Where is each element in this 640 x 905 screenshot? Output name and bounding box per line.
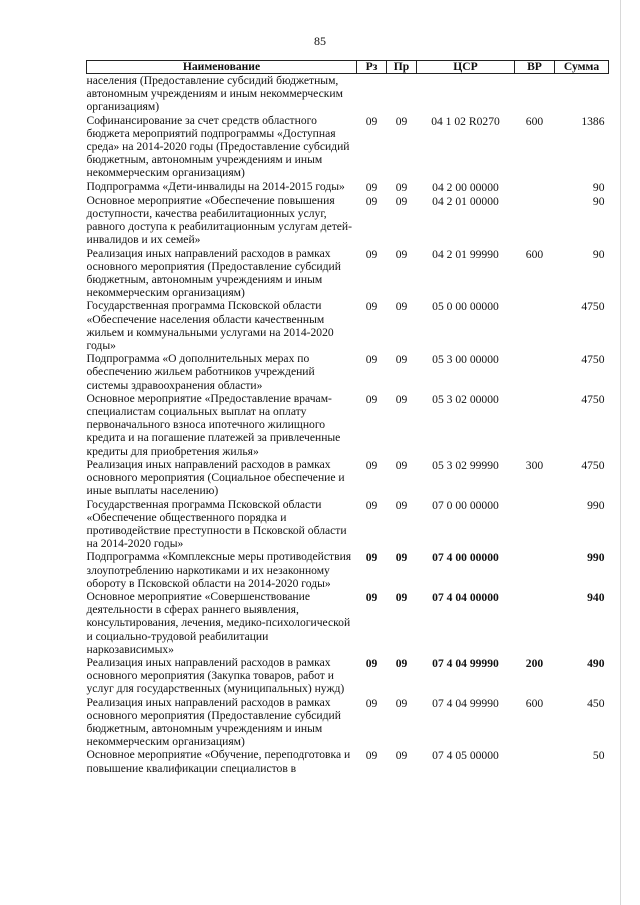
cell-pr: 09: [395, 392, 408, 406]
cell-rz: 09: [365, 458, 378, 472]
cell-vr: [515, 590, 555, 656]
cell-pr: 09: [395, 749, 408, 763]
cell-vr: [515, 299, 555, 352]
cell-name: населения (Предоставление субсидий бюджетным, автономным учреждениям и иным некоммерческим организациям): [86, 74, 343, 114]
table-row: [87, 696, 609, 749]
cell-rz: 09: [365, 551, 378, 565]
cell-pr: 09: [395, 498, 408, 512]
cell-sum: [555, 74, 609, 114]
cell-rz: 09: [365, 696, 378, 710]
cell-vr: [515, 180, 555, 194]
cell-sum: 50: [592, 749, 605, 763]
cell-name: Реализация иных направлений расходов в рамках основного мероприятия (Социальное обеспечение и иные выплаты населению): [86, 457, 345, 498]
scan-edge-line: [620, 0, 621, 905]
table-row: [87, 748, 609, 774]
table-row: [87, 299, 609, 352]
cell-name: Реализация иных направлений расходов в рамках основного мероприятия (Закупка товаров, работ и услуг для государственных (муниципальных) нужд): [86, 655, 345, 696]
cell-csr: 04 2 00 00000: [432, 180, 499, 194]
cell-name: Подпрограмма «Комплексные меры противодействия злоупотреблению наркотиками и их незаконному обороту в Псковской области на 2014-2020 годы»: [86, 550, 352, 590]
page-number: 85: [314, 34, 326, 48]
cell-vr: [515, 352, 555, 392]
table-row: [87, 194, 609, 247]
cell-vr: [515, 392, 555, 458]
cell-name: Основное мероприятие «Обучение, переподготовка и повышение квалификации специалистов в: [86, 748, 351, 775]
cell-sum: 4750: [581, 458, 605, 472]
cell-csr: 05 3 02 00000: [432, 392, 499, 406]
cell-csr: 05 3 00 00000: [432, 353, 499, 367]
header-rz: Рз: [357, 61, 387, 74]
table-header-row: [87, 61, 609, 74]
cell-rz: 09: [365, 247, 378, 261]
cell-vr: 300: [525, 458, 544, 472]
table-row: [87, 247, 609, 300]
budget-table: [86, 60, 609, 775]
cell-sum: 990: [587, 498, 605, 512]
cell-sum: 90: [592, 194, 605, 208]
cell-pr: 09: [395, 551, 408, 565]
cell-name: Реализация иных направлений расходов в рамках основного мероприятия (Предоставление субсидий бюджетным, автономным учреждениям и иным некоммерческим организациям): [86, 695, 341, 749]
table-row: [87, 590, 609, 656]
cell-name: Подпрограмма «Дети-инвалиды на 2014-2015 годы»: [86, 179, 345, 193]
cell-rz: 09: [365, 749, 378, 763]
table-body: [87, 74, 609, 775]
cell-pr: 09: [395, 247, 408, 261]
cell-sum: 990: [587, 551, 605, 565]
cell-pr: 09: [395, 194, 408, 208]
cell-vr: 600: [525, 696, 544, 710]
header-pr: Пр: [387, 61, 417, 74]
table-row: [87, 74, 609, 114]
table-row: [87, 458, 609, 498]
cell-sum: 450: [587, 696, 605, 710]
cell-csr: 04 2 01 99990: [432, 247, 499, 261]
cell-sum: 490: [587, 656, 605, 670]
cell-vr: [515, 748, 555, 774]
header-sum: Сумма: [555, 61, 609, 74]
header-csr: ЦСР: [417, 61, 515, 74]
cell-csr: 07 0 00 00000: [432, 498, 499, 512]
cell-sum: 90: [592, 247, 605, 261]
cell-sum: 1386: [581, 114, 605, 128]
table-row: [87, 392, 609, 458]
cell-name: Основное мероприятие «Совершенствование деятельности в сферах раннего выявления, консультирования, лечения, медико-психологической и социально-трудовой реабилитации наркозависимых»: [86, 589, 351, 656]
header-vr: ВР: [515, 61, 555, 74]
cell-csr: 07 4 04 99990: [432, 696, 499, 710]
cell-rz: 09: [365, 353, 378, 367]
table-row: [87, 498, 609, 551]
cell-rz: 09: [365, 194, 378, 208]
cell-rz: [357, 74, 387, 114]
cell-name: Государственная программа Псковской области «Обеспечение населения области качественным жильем и коммунальными услугами на 2014-2020 годы»: [86, 299, 334, 353]
cell-name: Основное мероприятие «Обеспечение повышения доступности, качества реабилитационных услуг, равного доступа к реабилитационным услугам детей-инвалидов и их семей»: [86, 193, 353, 247]
cell-csr: 07 4 04 99990: [432, 656, 499, 670]
cell-pr: 09: [395, 656, 408, 670]
cell-sum: 90: [592, 180, 605, 194]
cell-rz: 09: [365, 114, 378, 128]
cell-pr: 09: [395, 114, 408, 128]
cell-sum: 4750: [581, 353, 605, 367]
cell-pr: 09: [395, 458, 408, 472]
cell-pr: 09: [395, 300, 408, 314]
cell-csr: 04 1 02 R0270: [431, 114, 500, 128]
cell-sum: 4750: [581, 300, 605, 314]
cell-pr: 09: [395, 353, 408, 367]
cell-rz: 09: [365, 656, 378, 670]
cell-vr: 200: [525, 656, 544, 670]
cell-csr: 07 4 04 00000: [432, 590, 499, 604]
cell-sum: 940: [587, 590, 605, 604]
table-row: [87, 656, 609, 696]
table-row: [87, 180, 609, 194]
table-row: [87, 550, 609, 590]
cell-name: Реализация иных направлений расходов в рамках основного мероприятия (Предоставление субсидий бюджетным, автономным учреждениям и иным некоммерческим организациям): [86, 246, 341, 300]
table-row: [87, 114, 609, 180]
cell-csr: 05 3 02 99990: [432, 458, 499, 472]
cell-name: Государственная программа Псковской области «Обеспечение общественного порядка и противодействие преступности в Псковской области на 2014-2020 годы»: [86, 497, 347, 551]
cell-csr: [417, 74, 515, 114]
cell-rz: 09: [365, 300, 378, 314]
cell-rz: 09: [365, 180, 378, 194]
cell-rz: 09: [365, 590, 378, 604]
cell-name: Подпрограмма «О дополнительных мерах по обеспечению жильем работников учреждений системы здравоохранения области»: [86, 352, 315, 392]
cell-csr: 04 2 01 00000: [432, 194, 499, 208]
cell-pr: [387, 74, 417, 114]
cell-vr: [515, 74, 555, 114]
cell-pr: 09: [395, 590, 408, 604]
cell-vr: 600: [525, 114, 544, 128]
cell-vr: [515, 194, 555, 247]
cell-vr: [515, 498, 555, 551]
cell-rz: 09: [365, 392, 378, 406]
cell-name: Софинансирование за счет средств областного бюджета мероприятий подпрограммы «Доступная среда» на 2014-2020 годы (Предоставление субсидий бюджетным, автономным учреждениям и иным некоммерческим организациям): [86, 113, 350, 180]
cell-csr: 07 4 00 00000: [432, 551, 499, 565]
cell-pr: 09: [395, 180, 408, 194]
cell-vr: [515, 550, 555, 590]
cell-csr: 07 4 05 00000: [432, 749, 499, 763]
cell-pr: 09: [395, 696, 408, 710]
cell-vr: 600: [525, 247, 544, 261]
table-row: [87, 352, 609, 392]
header-name: Наименование: [87, 61, 357, 74]
cell-name: Основное мероприятие «Предоставление врачам-специалистам социальных выплат на оплату первоначального взноса ипотечного жилищного кредита и на погашение платежей за привлеченные кредиты для приобретения жилья»: [86, 391, 341, 458]
cell-csr: 05 0 00 00000: [432, 300, 499, 314]
cell-sum: 4750: [581, 392, 605, 406]
cell-rz: 09: [365, 498, 378, 512]
